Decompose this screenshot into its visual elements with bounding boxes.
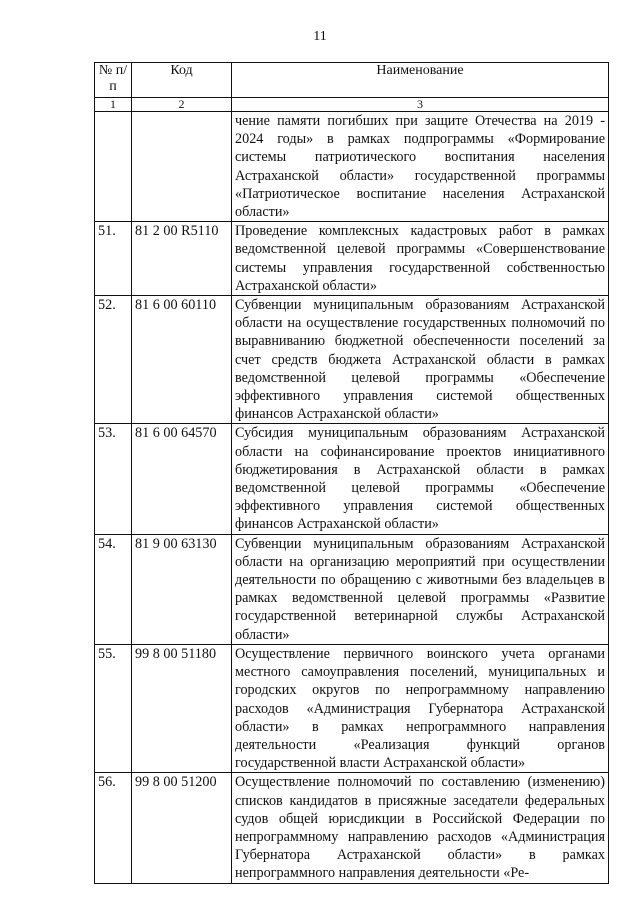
column-index-1: 1 (95, 98, 132, 112)
row-code (132, 112, 232, 222)
table-row (95, 424, 609, 534)
row-num: 55. (95, 644, 132, 772)
row-name: Осуществление первичного воинского учета органами местного самоуправления поселений, муниципальных и городских округов по непрограммному направлению расходов «Администрация Губернатора Астраханской области» в рамках непрограммного направления деятельности «Реализация функций органов государственной власти Астраханской области» (232, 644, 609, 772)
page-number: 11 (313, 29, 327, 44)
table-header-row (95, 63, 609, 98)
row-num (95, 112, 132, 222)
column-index-row (95, 98, 609, 112)
row-code: 81 9 00 63130 (132, 534, 232, 644)
row-num: 54. (95, 534, 132, 644)
row-name: Проведение комплексных кадастровых работ в рамках ведомственной целевой программы «Совершенствование системы управления государственной собственностью Астраханской области» (232, 222, 609, 296)
row-num: 52. (95, 296, 132, 424)
table-row (95, 222, 609, 296)
header-code: Код (132, 63, 232, 98)
row-code: 99 8 00 51200 (132, 773, 232, 883)
row-code: 81 6 00 60110 (132, 296, 232, 424)
budget-classification-table (94, 62, 609, 884)
table-row (95, 644, 609, 772)
row-name: чение памяти погибших при защите Отечества на 2019 - 2024 годы» в рамках подпрограммы «Формирование системы патриотического воспитания населения Астраханской области» государственной программы «Патриотическое воспитание населения Астраханской области» (232, 112, 609, 222)
row-name: Субвенции муниципальным образованиям Астраханской области на организацию мероприятий при осуществлении деятельности по обращению с животными без владельцев в рамках ведомственной целевой программы «Развитие государственной ветеринарной службы Астраханской области» (232, 534, 609, 644)
row-code: 99 8 00 51180 (132, 644, 232, 772)
row-num: 56. (95, 773, 132, 883)
row-name: Осуществление полномочий по составлению (изменению) списков кандидатов в присяжные заседатели федеральных судов общей юрисдикции в Российской Федерации по непрограммному направлению расходов «Администрация Губернатора Астраханской области» в рамках непрограммного направления деятельности «Ре- (232, 773, 609, 883)
header-num: № п/п (95, 63, 132, 98)
header-name: Наименование (232, 63, 609, 98)
table-row (95, 773, 609, 883)
row-name: Субвенции муниципальным образованиям Астраханской области на осуществление государственных полномочий по выравниванию бюджетной обеспеченности поселений за счет средств бюджета Астраханской области в рамках ведомственной целевой программы «Обеспечение эффективного управления системой общественных финансов Астраханской области» (232, 296, 609, 424)
row-num: 51. (95, 222, 132, 296)
table-row (95, 534, 609, 644)
row-code: 81 6 00 64570 (132, 424, 232, 534)
row-name: Субсидия муниципальным образованиям Астраханской области на софинансирование проектов инициативного бюджетирования в Астраханской области в рамках ведомственной целевой программы «Обеспечение эффективного управления системой общественных финансов Астраханской области» (232, 424, 609, 534)
table-row (95, 112, 609, 222)
row-num: 53. (95, 424, 132, 534)
table-row (95, 296, 609, 424)
column-index-2: 2 (132, 98, 232, 112)
row-code: 81 2 00 R5110 (132, 222, 232, 296)
column-index-3: 3 (232, 98, 609, 112)
